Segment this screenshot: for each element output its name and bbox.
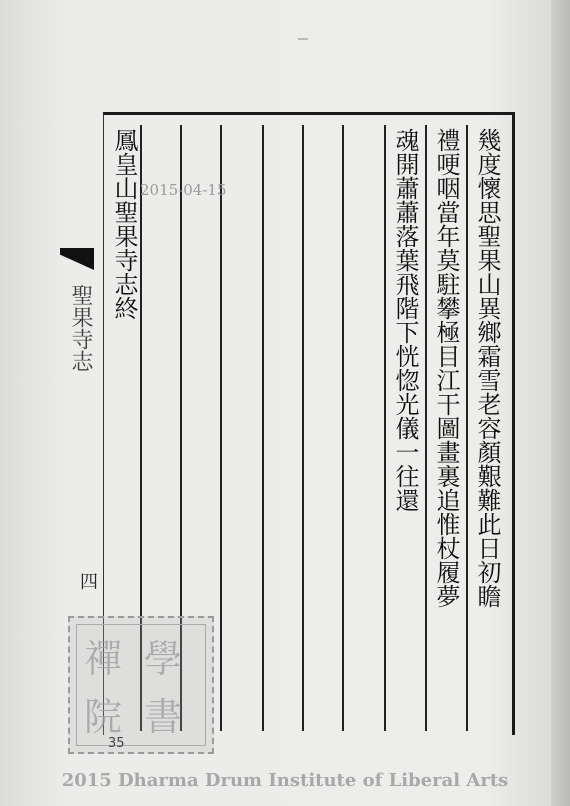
library-seal	[68, 616, 214, 754]
text-column-1: 幾度懷思聖果山異鄉霜雪老容顏艱難此日初瞻	[473, 128, 501, 608]
column-rule	[384, 125, 386, 731]
column-rule	[262, 125, 264, 731]
fold-label: 聖果寺志	[68, 284, 93, 372]
column-rule	[220, 125, 222, 731]
footer-watermark: 2015 Dharma Drum Institute of Liberal Arts	[61, 770, 509, 791]
seal-char: 院	[84, 695, 123, 739]
column-rule	[466, 125, 468, 731]
text-column-2: 禮哽咽當年莫駐攀極目江干圖畫裏追惟杖履夢	[432, 128, 460, 608]
column-rule	[425, 125, 427, 731]
column-rule	[302, 125, 304, 731]
seal-char: 書	[144, 695, 183, 739]
date-stamp: 2015-04-15	[140, 181, 227, 199]
seal-char: 禪	[84, 637, 123, 681]
top-mark	[298, 38, 308, 40]
page-edge	[551, 0, 570, 806]
text-column-3: 魂開蕭蕭落葉飛階下恍惚光儀一往還	[391, 128, 419, 512]
fold-marker: 四	[77, 572, 98, 590]
colophon: 鳳皇山聖果寺志終	[110, 128, 138, 320]
column-rule	[342, 125, 344, 731]
seal-char: 學	[144, 637, 183, 681]
page-number: 35	[108, 736, 125, 751]
